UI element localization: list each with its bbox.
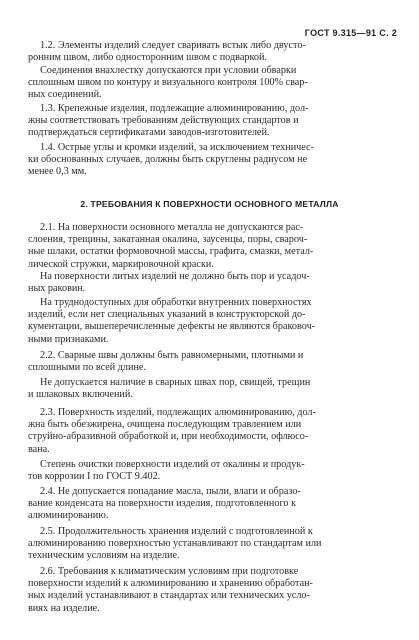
paragraph-2-4: 2.4. Не допускается попадание масла, пыли, влаги и образо- вание конденсата на поверхности изделия, подготовленного к алюминированию.	[28, 486, 301, 522]
paragraph-cleaning-degree: Степень очистки поверхности изделий от окалины и продук- тов коррозии I по ГОСТ 9.402.	[28, 459, 305, 483]
paragraph-1-3: 1.3. Крепежные изделия, подлежащие алюминированию, дол- жны соответствовать требованиям действующих стандартов и подтверждаться сертификатами заводов-изготовителей.	[28, 103, 309, 139]
paragraph-2-6: 2.6. Требования к климатическим условиям при подготовке поверхности изделий к алюминированию и хранению обработан- ных изделий устанавливают в стандартах или технических усло- виях на изделие.	[28, 566, 313, 614]
section-title: 2. ТРЕБОВАНИЯ К ПОВЕРХНОСТИ ОСНОВНОГО МЕТАЛЛА	[80, 199, 339, 209]
paragraph-hard-to-reach: На труднодоступных для обработки внутренних поверхностях изделий, если нет специальных указаний в конструкторской до- кументации, вышеперечисленные дефекты не являются браковоч- ными признаками.	[28, 297, 316, 345]
paragraph-2-5: 2.5. Продолжительность хранения изделий с подготовленной к алюминированию поверхностью устанавливают по стандартам или техническим условиям на изделие.	[28, 526, 322, 562]
page-header: ГОСТ 9.315—91 С. 2	[304, 28, 397, 38]
paragraph-cast-pores: На поверхности литых изделий не должно быть пор и усадоч- ных раковин.	[28, 271, 310, 295]
paragraph-1-2: 1.2. Элементы изделий следует сваривать встык либо двусто- ронним швом, либо односторонним швом с подваркой.	[28, 40, 306, 64]
paragraph-1-4: 1.4. Острые углы и кромки изделий, за исключением техничес- ки обоснованных случаев, должны быть скруглены радиусом не менее 0,3 мм.	[28, 142, 314, 178]
paragraph-weld-defects: Не допускается наличие в сварных швах пор, свищей, трещин и шлаковых включений.	[28, 377, 311, 401]
paragraph-2-2: 2.2. Сварные швы должны быть равномерными, плотными и сплошными по всей длине.	[28, 350, 304, 374]
paragraph-2-1: 2.1. На поверхности основного металла не допускаются рас- слоения, трещины, закатанная окалина, заусенцы, поры, свароч- ные шлаки, остатки формовочной массы, графита, смазки, метал- лической стружки, маркировочной краски.	[28, 222, 314, 270]
paragraph-2-3: 2.3. Поверхность изделий, подлежащих алюминированию, дол- жна быть обезжирена, очищена последующим травлением или струйно-абразивной обработкой и, при необходимости, офлюсо- вана.	[28, 407, 316, 455]
paragraph-overlap-joints: Соединения внахлестку допускаются при условии обварки сплошным швом по контуру и визуального контроля 100% свар- ных соединений.	[28, 65, 308, 101]
